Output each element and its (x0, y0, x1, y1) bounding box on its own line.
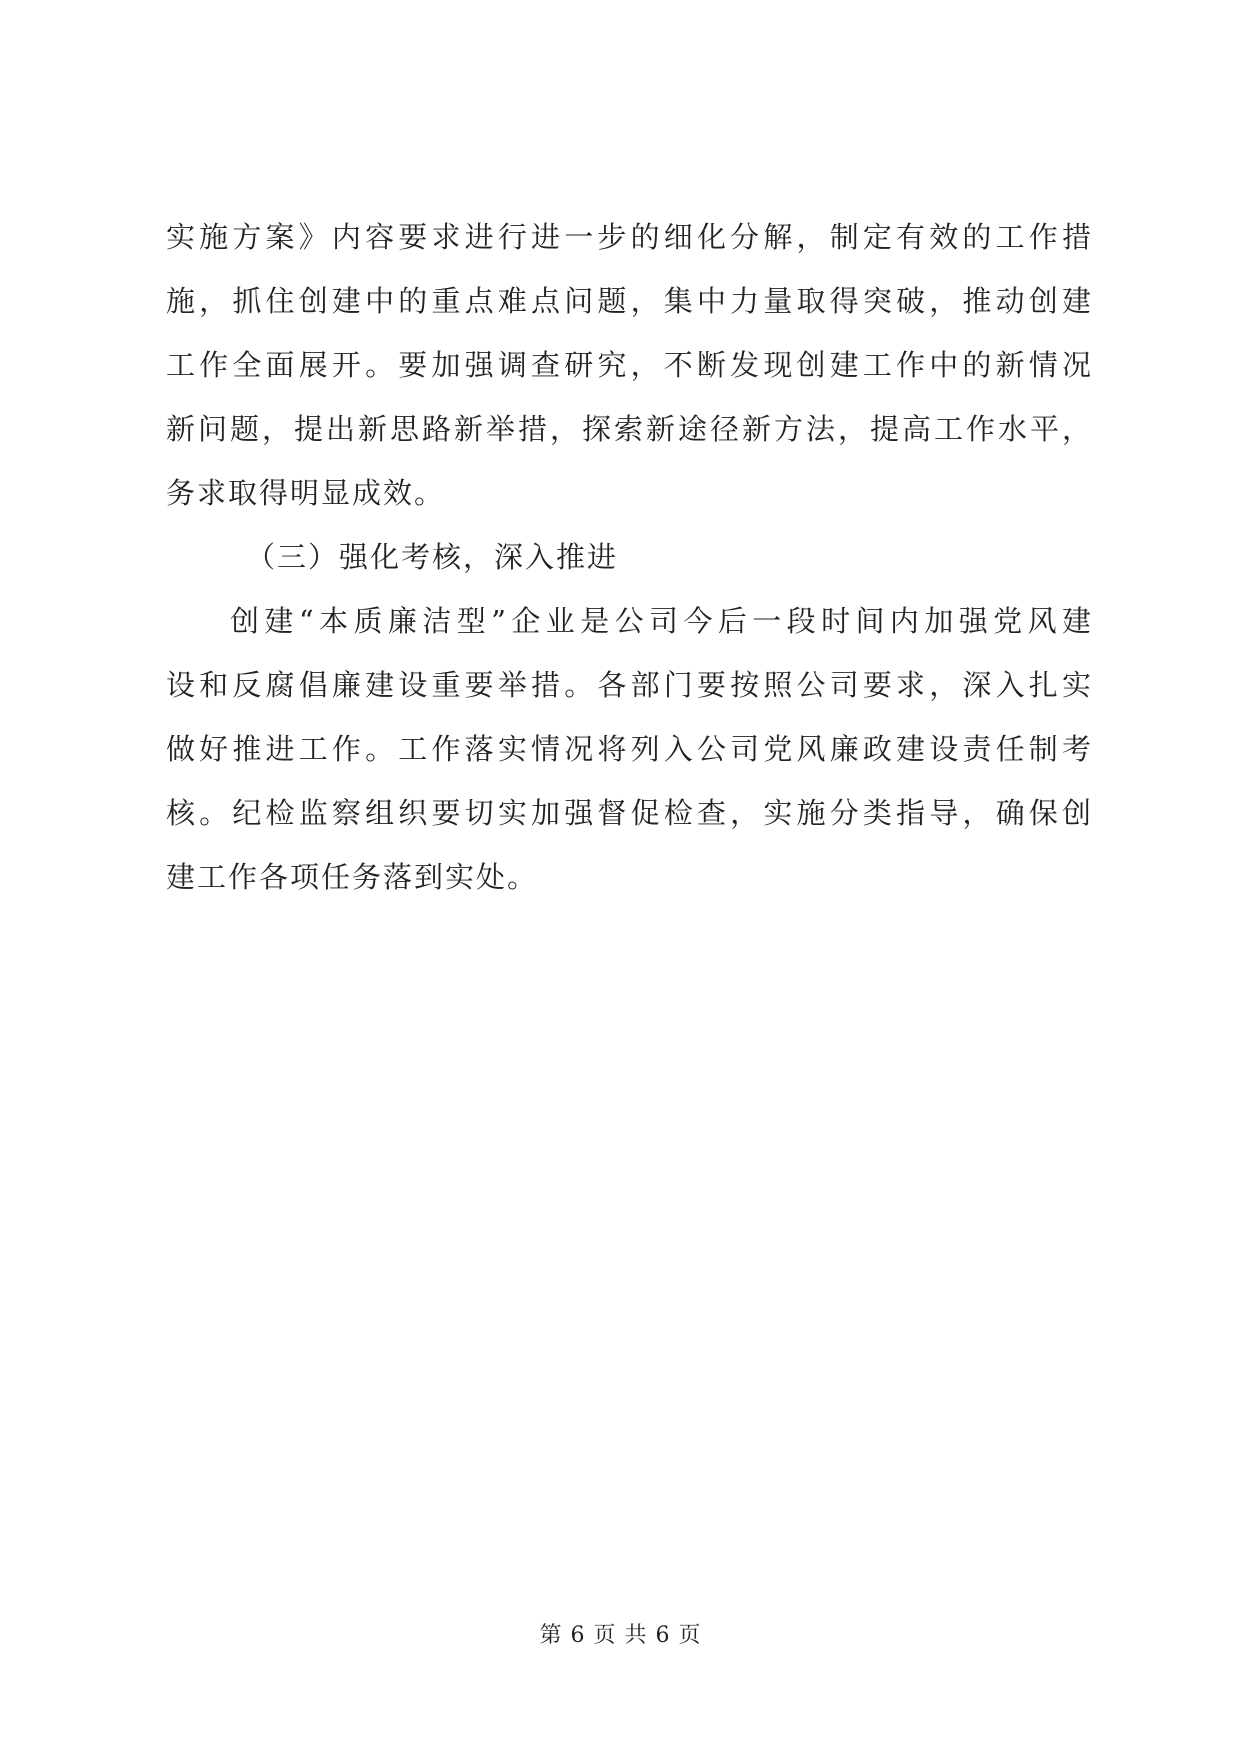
text-line: 实施方案》内容要求进行进一步的细化分解，制定有效的工作措 (166, 220, 1091, 254)
text-line: 新问题，提出新思路新举措，探索新途径新方法，提高工作水平， (166, 412, 1091, 446)
section-heading (166, 525, 1091, 589)
text-line: 核。纪检监察组织要切实加强督促检查，实施分类指导，确保创 (166, 796, 1091, 830)
text-line: 设和反腐倡廉建设重要举措。各部门要按照公司要求，深入扎实 (166, 668, 1091, 702)
document-body (166, 205, 1091, 909)
page-footer: 第 6 页 共 6 页 (539, 1623, 702, 1648)
text-line: 建工作各项任务落到实处。 (166, 860, 539, 894)
paragraph-implementation (166, 205, 1091, 525)
text-line: 做好推进工作。工作落实情况将列入公司党风廉政建设责任制考 (166, 732, 1091, 766)
text-line: 工作全面展开。要加强调查研究，不断发现创建工作中的新情况 (166, 348, 1091, 382)
paragraph-assessment (166, 589, 1091, 909)
text-line: 创建“本质廉洁型”企业是公司今后一段时间内加强党风建 (230, 604, 1091, 638)
text-line: 务求取得明显成效。 (166, 476, 446, 510)
text-line: 施，抓住创建中的重点难点问题，集中力量取得突破，推动创建 (166, 284, 1091, 318)
heading-text: （三）强化考核，深入推进 (246, 540, 619, 574)
